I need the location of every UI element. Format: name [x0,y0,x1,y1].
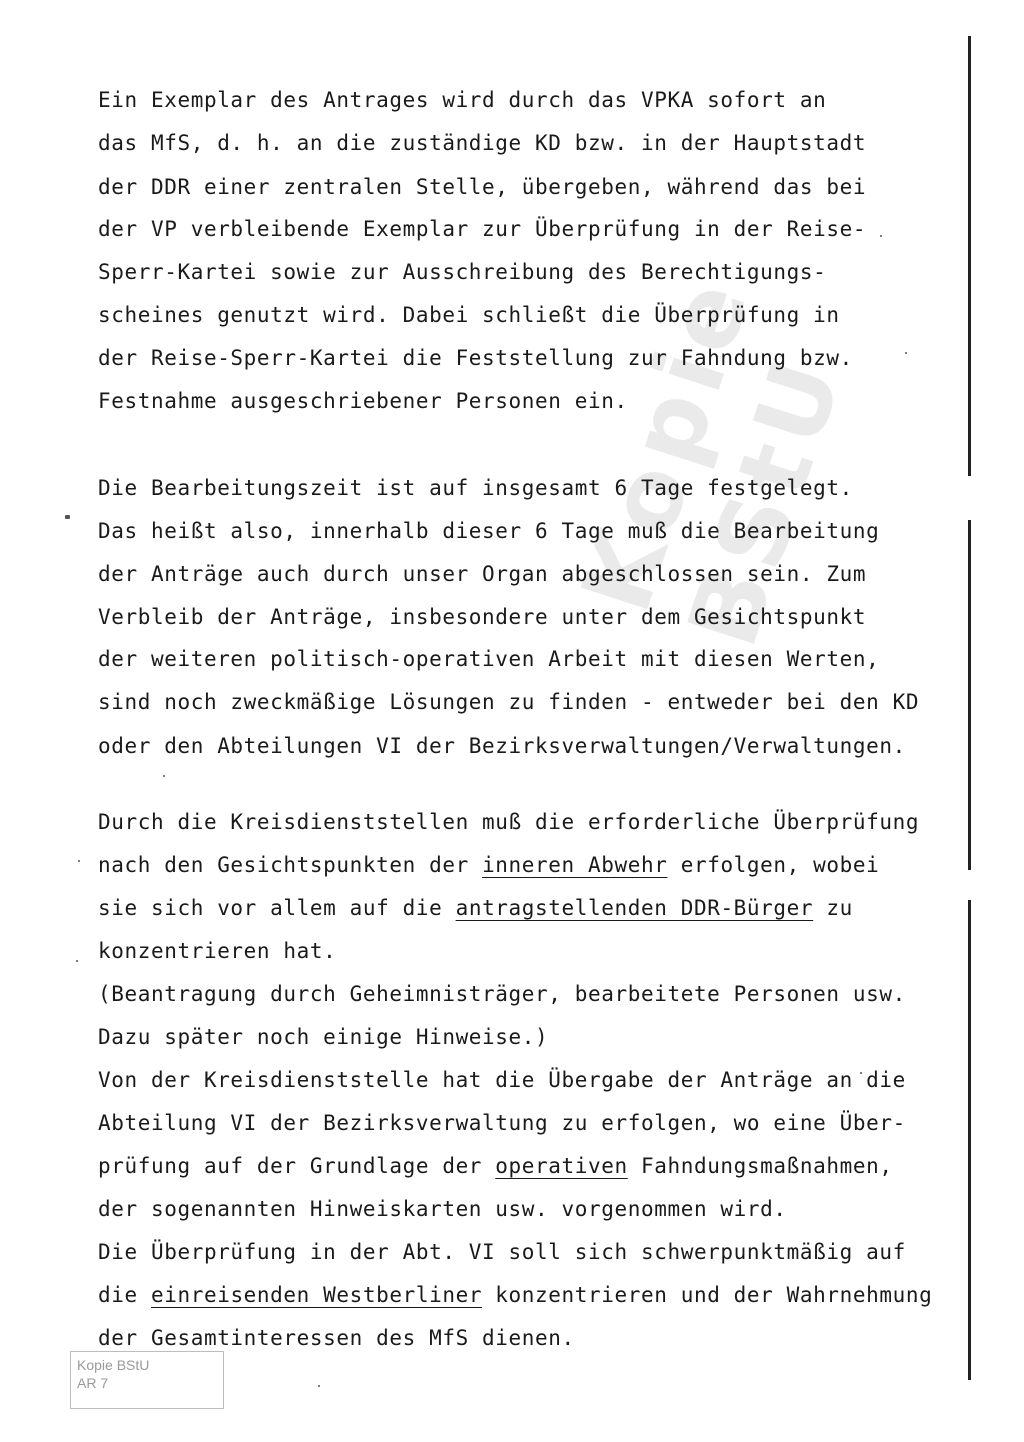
archive-stamp [70,1351,224,1409]
text-line-underlined [98,896,853,920]
underlined-phrase: operativen [495,1154,628,1178]
scan-speck [905,352,907,354]
text-line-underlined [98,1154,893,1178]
scan-speck [163,775,165,777]
underlined-phrase: inneren Abwehr [482,853,668,877]
text-line: der Reise-Sperr-Kartei die Feststellung zur Fahndung bzw. [98,346,853,370]
stamp-line-1: Kopie BStU [77,1357,150,1373]
text-segment: die [98,1283,151,1307]
text-segment: konzentrieren und der Wahrnehmung [482,1283,933,1307]
text-line: (Beantragung durch Geheimnisträger, bearbeitete Personen usw. [98,982,906,1006]
text-line: der Gesamtinteressen des MfS dienen. [98,1326,575,1350]
text-line: das MfS, d. h. an die zuständige KD bzw. in der Hauptstadt [98,131,867,155]
text-line: Durch die Kreisdienststellen muß die erforderliche Überprüfung [98,810,920,834]
text-line: der VP verbleibende Exemplar zur Überprüfung in der Reise- [98,217,867,241]
scan-speck [318,1385,320,1387]
margin-bar-middle [968,520,971,870]
scan-speck [78,860,80,862]
scan-speck [65,515,70,519]
scan-speck [76,960,78,962]
text-segment: zu [813,896,853,920]
underlined-phrase: einreisenden Westberliner [150,1283,483,1307]
bstu-watermark: Kopie BStU [560,261,866,660]
text-line-underlined [98,1283,932,1307]
text-line: oder den Abteilungen VI der Bezirksverwaltungen/Verwaltungen. [98,734,906,758]
text-line: der weiteren politisch-operativen Arbeit mit diesen Werten, [98,647,880,671]
text-line: konzentrieren hat. [98,939,337,963]
text-line-underlined [98,853,879,877]
text-line: Von der Kreisdienststelle hat die Übergabe der Anträge an die [98,1068,906,1092]
text-line: sind noch zweckmäßige Lösungen zu finden - entweder bei den KD [98,690,920,714]
text-line: Die Bearbeitungszeit ist auf insgesamt 6 Tage festgelegt. [98,476,853,500]
text-line: Festnahme ausgeschriebener Personen ein. [98,389,628,413]
underlined-phrase: antragstellenden DDR-Bürger [455,896,814,920]
scan-speck [880,235,882,237]
text-line: der DDR einer zentralen Stelle, übergeben, während das bei [98,175,867,199]
text-segment: Fahndungsmaßnahmen, [627,1154,893,1178]
text-segment: erfolgen, wobei [667,853,880,877]
margin-bar-top [968,36,971,476]
stamp-line-2: AR 7 [77,1375,109,1391]
text-line: scheines genutzt wird. Dabei schließt die Überprüfung in [98,303,840,327]
text-line: Sperr-Kartei sowie zur Ausschreibung des Berechtigungs- [98,260,827,284]
text-segment: sie sich vor allem auf die [98,896,456,920]
text-segment: nach den Gesichtspunkten der [98,853,483,877]
text-segment: prüfung auf der Grundlage der [98,1154,496,1178]
text-line: Ein Exemplar des Antrages wird durch das VPKA sofort an [98,88,827,112]
text-line: Dazu später noch einige Hinweise.) [98,1025,549,1049]
text-line: Das heißt also, innerhalb dieser 6 Tage muß die Bearbeitung [98,519,880,543]
margin-bar-bottom [968,900,971,1380]
text-line: der Anträge auch durch unser Organ abgeschlossen sein. Zum [98,562,867,586]
text-line: Die Überprüfung in der Abt. VI soll sich schwerpunktmäßig auf [98,1240,906,1264]
text-line: Abteilung VI der Bezirksverwaltung zu erfolgen, wo eine Über- [98,1111,906,1135]
text-line: der sogenannten Hinweiskarten usw. vorgenommen wird. [98,1197,787,1221]
text-line: Verbleib der Anträge, insbesondere unter dem Gesichtspunkt [98,605,867,629]
